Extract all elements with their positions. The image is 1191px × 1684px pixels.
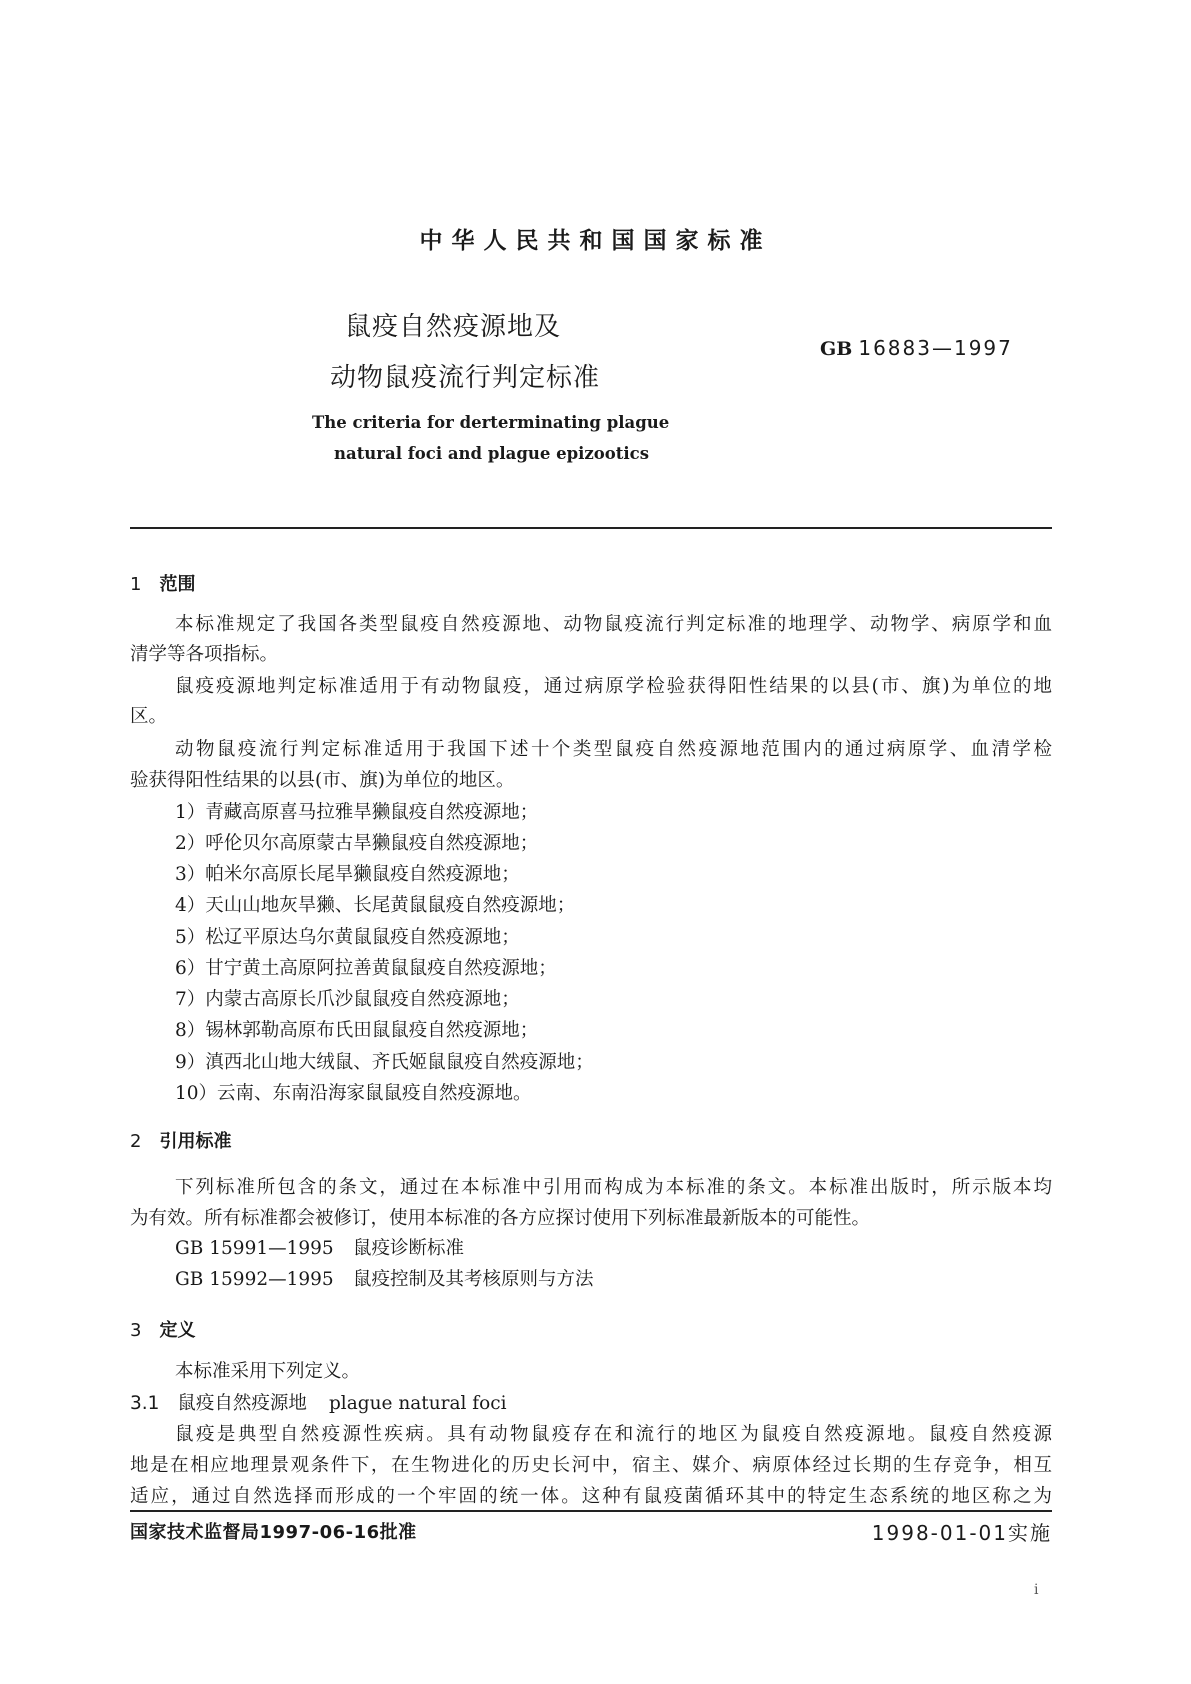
list-item: 7）内蒙古高原长爪沙鼠鼠疫自然疫源地； <box>175 989 520 1010</box>
section-2-heading <box>130 1127 231 1153</box>
issued-date: 国家技术监督局1997-06-16批准 <box>130 1522 417 1543</box>
header-divider <box>130 527 1052 529</box>
paragraph-line: 本标准规定了我国各类型鼠疫自然疫源地、动物鼠疫流行判定标准的地理学、动物学、病原学和血 <box>175 614 1052 635</box>
paragraph-line: 为有效。所有标准都会被修订，使用本标准的各方应探讨使用下列标准最新版本的可能性。 <box>130 1208 871 1229</box>
paragraph-line: 区。 <box>130 706 168 727</box>
reference-name: 鼠疫控制及其考核原则与方法 <box>353 1269 594 1290</box>
standard-prefix: GB <box>820 338 853 360</box>
section-title: 范围 <box>159 574 196 595</box>
national-standard-heading: 中华人民共和国国家标准 <box>419 228 772 254</box>
paragraph-line: 下列标准所包含的条文，通过在本标准中引用而构成为本标准的条文。本标准出版时，所示版本均 <box>175 1177 1052 1198</box>
english-title-line-1: The criteria for derterminating plague <box>312 413 670 432</box>
subsection-title-en: plague natural foci <box>328 1393 507 1414</box>
list-item: 1）青藏高原喜马拉雅旱獭鼠疫自然疫源地； <box>175 802 539 823</box>
paragraph-line: 鼠疫疫源地判定标准适用于有动物鼠疫，通过病原学检验获得阳性结果的以县(市、旗)为单位的地 <box>175 676 1052 697</box>
section-number: 1 <box>130 574 142 595</box>
title-line-2: 动物鼠疫流行判定标准 <box>330 363 601 393</box>
reference-item <box>175 1269 594 1291</box>
section-number: 3 <box>130 1320 142 1341</box>
list-item: 4）天山山地灰旱獭、长尾黄鼠鼠疫自然疫源地； <box>175 895 576 916</box>
paragraph-line: 鼠疫是典型自然疫源性疾病。具有动物鼠疫存在和流行的地区为鼠疫自然疫源地。鼠疫自然疫源 <box>175 1424 1052 1445</box>
title-line-1: 鼠疫自然疫源地及 <box>345 312 562 342</box>
section-3-heading <box>130 1316 195 1342</box>
reference-code: GB 15991—1995 <box>175 1238 334 1259</box>
page-number: i <box>1034 1582 1039 1598</box>
footer-divider <box>130 1510 1052 1512</box>
list-item: 10）云南、东南沿海家鼠鼠疫自然疫源地。 <box>175 1083 532 1104</box>
section-title: 引用标准 <box>159 1131 232 1152</box>
list-item: 9）滇西北山地大绒鼠、齐氏姬鼠鼠疫自然疫源地； <box>175 1052 594 1073</box>
subsection-title: 鼠疫自然疫源地 <box>177 1393 307 1414</box>
paragraph-line: 地是在相应地理景观条件下，在生物进化的历史长河中，宿主、媒介、病原体经过长期的生存竞争，相互 <box>130 1455 1052 1476</box>
paragraph-line: 本标准采用下列定义。 <box>175 1361 361 1382</box>
reference-name: 鼠疫诊断标准 <box>353 1238 465 1259</box>
paragraph-line: 动物鼠疫流行判定标准适用于我国下述十个类型鼠疫自然疫源地范围内的通过病原学、血清学检 <box>175 739 1052 760</box>
subsection-3-1-heading <box>130 1393 507 1415</box>
paragraph-line: 验获得阳性结果的以县(市、旗)为单位的地区。 <box>130 770 515 791</box>
list-item: 8）锡林郭勒高原布氏田鼠鼠疫自然疫源地； <box>175 1020 539 1041</box>
list-item: 3）帕米尔高原长尾旱獭鼠疫自然疫源地； <box>175 864 520 885</box>
effective-date: 1998-01-01实施 <box>871 1521 1052 1545</box>
list-item: 5）松辽平原达乌尔黄鼠鼠疫自然疫源地； <box>175 927 520 948</box>
english-title-line-2: natural foci and plague epizootics <box>334 444 650 463</box>
section-1-heading <box>130 570 195 596</box>
section-title: 定义 <box>159 1320 196 1341</box>
standard-code: 16883—1997 <box>858 336 1013 360</box>
list-item: 2）呼伦贝尔高原蒙古旱獭鼠疫自然疫源地； <box>175 833 539 854</box>
section-number: 2 <box>130 1131 142 1152</box>
paragraph-line: 适应，通过自然选择而形成的一个牢固的统一体。这种有鼠疫菌循环其中的特定生态系统的地区称之为 <box>130 1486 1052 1507</box>
subsection-number: 3.1 <box>130 1393 160 1414</box>
reference-code: GB 15992—1995 <box>175 1269 334 1290</box>
paragraph-line: 清学等各项指标。 <box>130 644 279 665</box>
reference-item <box>175 1238 464 1260</box>
standard-number <box>820 336 1013 360</box>
list-item: 6）甘宁黄土高原阿拉善黄鼠鼠疫自然疫源地； <box>175 958 557 979</box>
